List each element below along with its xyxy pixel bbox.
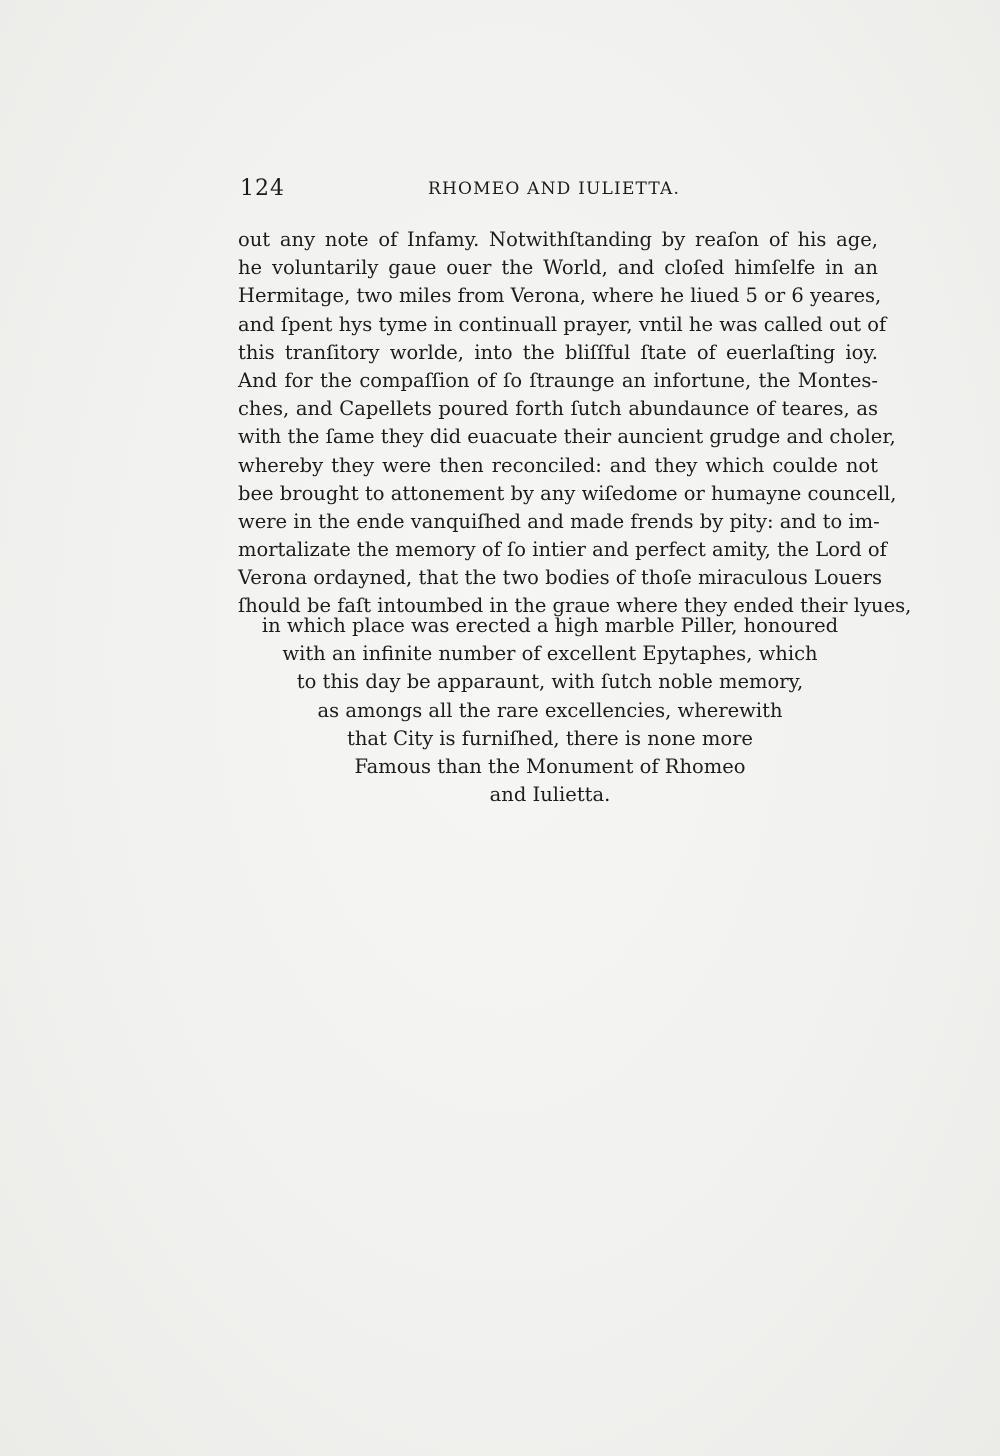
- text-line: bee brought to attonement by any wiſedome or humayne councell,: [238, 481, 897, 505]
- tail-line: Famous than the Monument of Rhomeo: [354, 754, 746, 778]
- text-line: this tranſitory worlde, into the bliſſful ſtate of euerlaſting ioy.: [238, 340, 878, 364]
- text-line: with the ſame they did euacuate their auncient grudge and choler,: [238, 425, 896, 449]
- tail-line: in which place was erected a high marble Piller, honoured: [261, 614, 839, 637]
- page-number: 124: [240, 176, 285, 201]
- tailpiece-paragraph: [220, 612, 880, 809]
- tail-line: as amongs all the rare excellencies, wherewith: [317, 698, 783, 722]
- text-line: out any note of Infamy. Notwithſtanding by reaſon of his age,: [238, 228, 878, 251]
- text-line: were in the ende vanquiſhed and made frends by pity: and to im-: [238, 509, 880, 533]
- text-line: ſhould be faſt intoumbed in the graue where they ended their lyues,: [238, 594, 912, 618]
- running-title: RHOMEO AND IULIETTA.: [428, 179, 681, 199]
- text-line: ches, and Capellets poured forth ſutch abundaunce of teares, as: [238, 397, 878, 421]
- tail-line: to this day be apparaunt, with ſutch noble memory,: [296, 670, 804, 694]
- tail-line: that City is furniſhed, there is none more: [347, 726, 753, 750]
- text-line: Verona ordayned, that the two bodies of thoſe miraculous Louers: [238, 566, 883, 590]
- text-line: And for the compaſſion of ſo ſtraunge an infortune, the Montes-: [238, 368, 878, 392]
- body-paragraph: [238, 226, 912, 621]
- tail-line: with an infinite number of excellent Epytaphes, which: [282, 642, 818, 666]
- text-line: whereby they were then reconciled: and they which coulde not: [238, 453, 878, 477]
- tail-line: and Iulietta.: [489, 783, 611, 807]
- running-head: [240, 176, 880, 206]
- text-line: and ſpent hys tyme in continuall prayer, vntil he was called out of: [238, 312, 887, 336]
- text-line: mortalizate the memory of ſo intier and perfect amity, the Lord of: [238, 538, 887, 562]
- text-line: he voluntarily gaue ouer the World, and cloſed himſelfe in an: [238, 256, 878, 280]
- text-line: Hermitage, two miles from Verona, where he liued 5 or 6 yeares,: [238, 284, 882, 308]
